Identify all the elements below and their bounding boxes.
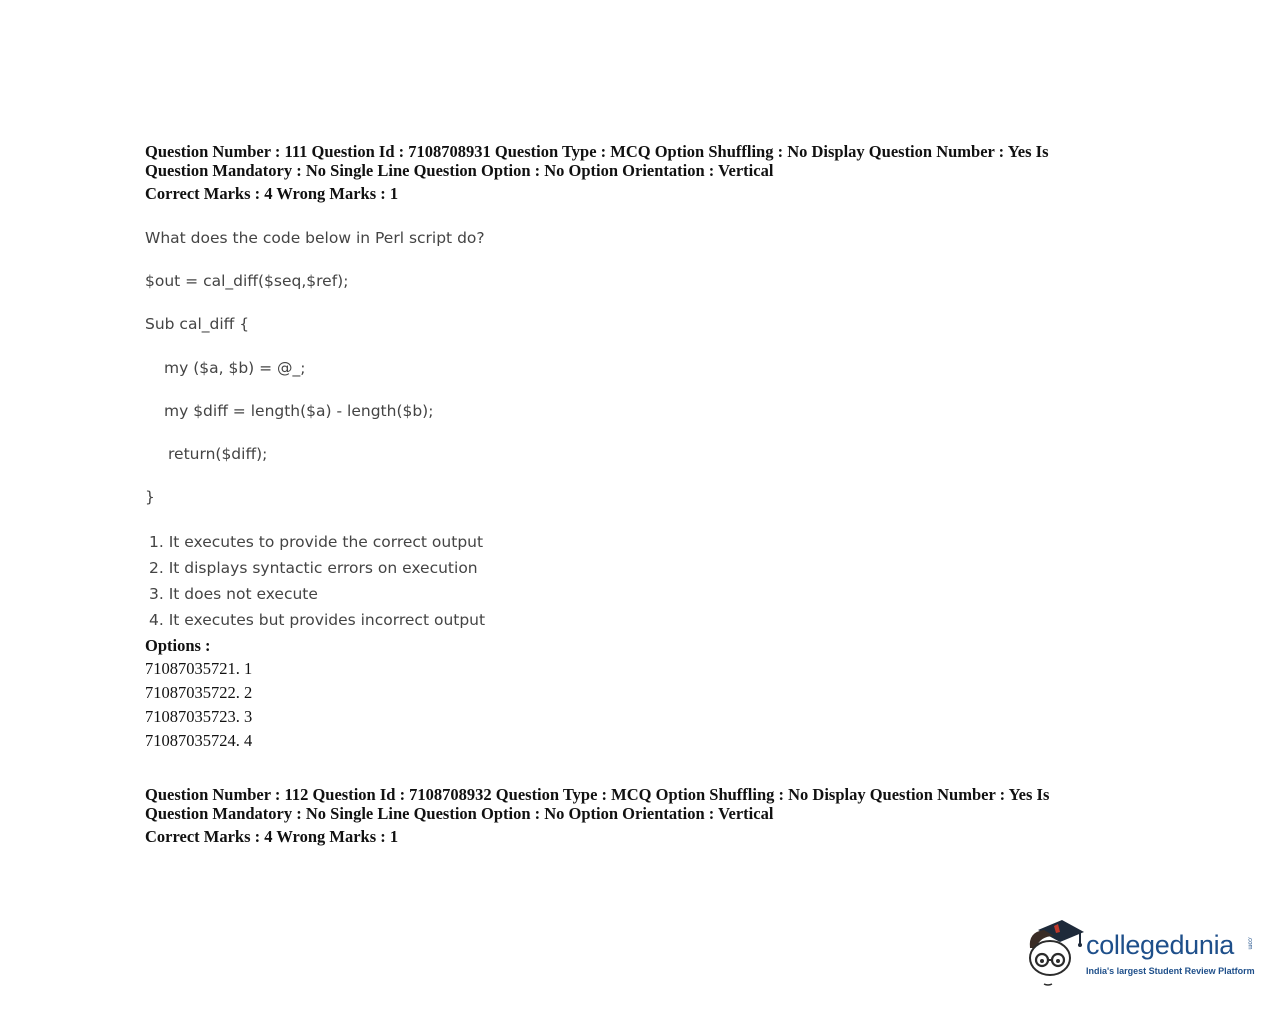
brand-tagline: India's largest Student Review Platform — [1086, 966, 1255, 976]
question-112-meta-line1: Question Number : 112 Question Id : 7108708932 Question Type : MCQ Option Shuffling : No Display Question Number : Yes Is — [145, 785, 1050, 804]
answer-choice: 2. It displays syntactic errors on execution — [149, 559, 478, 577]
code-line: my ($a, $b) = @_; — [164, 359, 306, 377]
option-id: 71087035724. 4 — [145, 731, 253, 750]
option-ids — [145, 660, 252, 756]
brand-name: collegedunia — [1086, 930, 1235, 960]
option-id: 71087035723. 3 — [145, 707, 253, 726]
mascot-icon — [1024, 918, 1086, 988]
option-id: 71087035722. 2 — [145, 683, 253, 702]
question-111-prompt: What does the code below in Perl script do? — [145, 229, 485, 247]
collegedunia-logo — [1024, 918, 1254, 988]
options-title: Options : — [145, 636, 211, 655]
code-line: $out = cal_diff($seq,$ref); — [145, 272, 349, 290]
code-line: return($diff); — [168, 445, 268, 463]
question-112-marks: Correct Marks : 4 Wrong Marks : 1 — [145, 827, 399, 846]
code-line: my $diff = length($a) - length($b); — [164, 402, 434, 420]
answer-choice: 4. It executes but provides incorrect output — [149, 611, 486, 629]
answer-choices — [149, 532, 485, 636]
question-111-meta — [145, 142, 1105, 203]
option-id: 71087035721. 1 — [145, 659, 253, 678]
answer-choice: 3. It does not execute — [149, 585, 318, 603]
question-112-meta — [145, 785, 1105, 846]
question-111-meta-line1: Question Number : 111 Question Id : 7108708931 Question Type : MCQ Option Shuffling : No Display Question Number : Yes Is — [145, 142, 1049, 161]
code-line: Sub cal_diff { — [145, 315, 250, 333]
code-line: } — [145, 488, 155, 506]
question-112-meta-line2: Question Mandatory : No Single Line Question Option : No Option Orientation : Vertical — [145, 804, 774, 823]
brand-dotcom: .com — [1246, 936, 1253, 950]
question-111-meta-line2: Question Mandatory : No Single Line Question Option : No Option Orientation : Vertical — [145, 161, 774, 180]
question-111-marks: Correct Marks : 4 Wrong Marks : 1 — [145, 184, 399, 203]
answer-choice: 1. It executes to provide the correct output — [149, 533, 484, 551]
